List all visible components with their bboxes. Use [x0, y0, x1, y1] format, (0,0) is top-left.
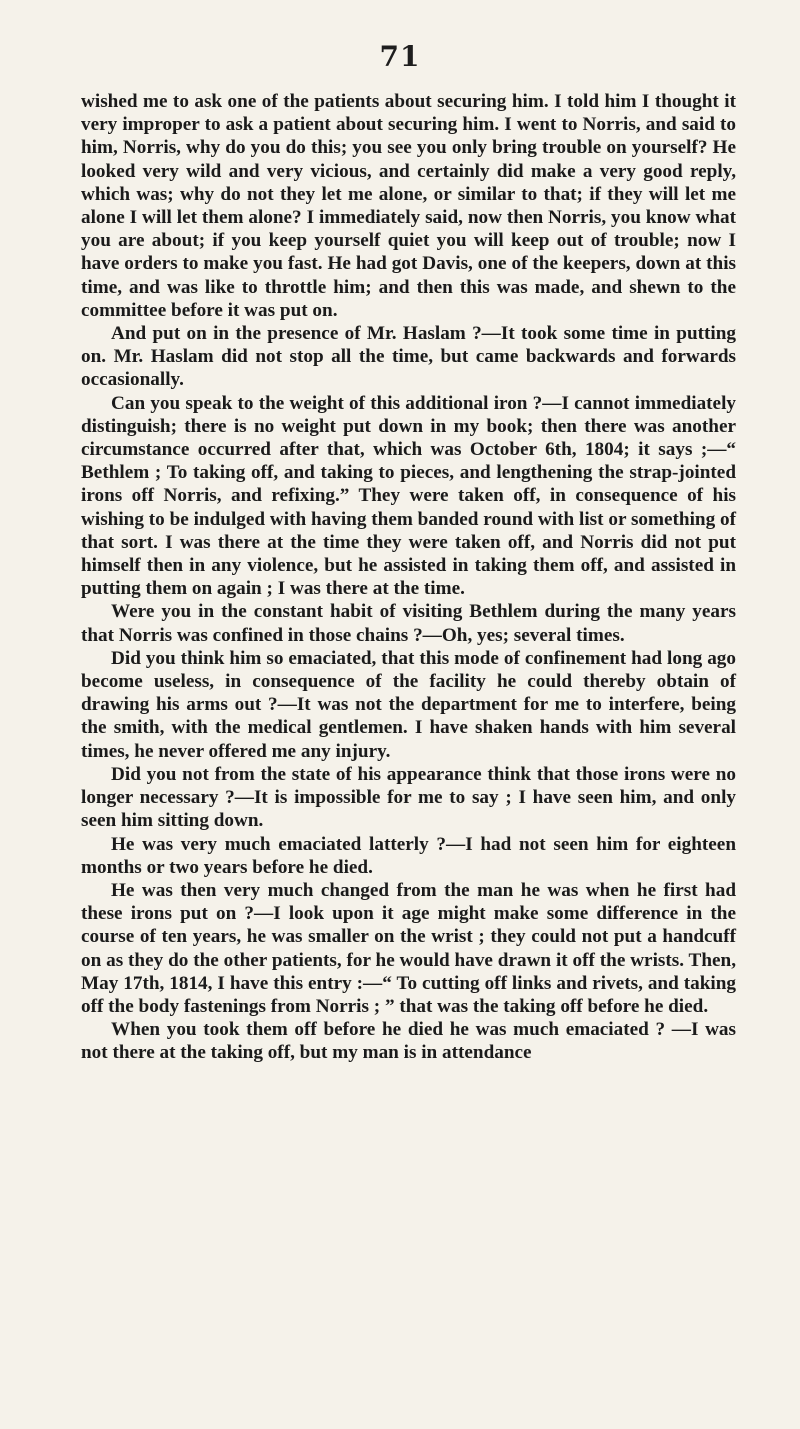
page-number: 71 — [379, 40, 421, 73]
paragraph: Were you in the constant habit of visiting Bethlem during the many years that Norris was confined in those chains ?—Oh, yes; several times. — [81, 601, 736, 646]
body-text — [81, 90, 736, 1065]
paragraph: He was then very much changed from the man he was when he first had these irons put on ?—I look upon it age might make some difference in the course of ten years, he was smaller on the wrist ; they could not put a handcuff on as they do the other patients, for he would have drawn it off the wrists. Then, May 17th, 1814, I have this entry :—“ To cutting off links and rivets, and taking off the body fastenings from Norris ; ” that was the taking off before he died. — [81, 879, 736, 1017]
paragraph: When you took them off before he died he was much emaciated ? —I was not there at the taking off, but my man is in attendance — [81, 1019, 736, 1064]
paragraph: Can you speak to the weight of this additional iron ?—I cannot immediately distinguish; there is no weight put down in my book; then there was another circumstance occurred after that, which was October 6th, 1804; it says ;—“ Bethlem ; To taking off, and taking to pieces, and lengthening the strap-jointed irons off Norris, and refixing.” They were taken off, in consequence of his wishing to be indulged with having them banded round with list or something of that sort. I was there at the time they were taken off, and Norris did not put himself then in any violence, but he assisted in taking them off, and assisted in putting them on again ; I was there at the time. — [81, 392, 736, 600]
paragraph: Did you think him so emaciated, that this mode of confinement had long ago become useless, in consequence of the facility he could thereby obtain of drawing his arms out ?—It was not the department for me to interfere, being the smith, with the medical gentlemen. I have shaken hands with him several times, he never offered me any injury. — [81, 647, 736, 762]
paragraph: wished me to ask one of the patients about securing him. I told him I thought it very improper to ask a patient about securing him. I went to Norris, and said to him, Norris, why do you do this; you see you only bring trouble on yourself? He looked very wild and very vicious, and certainly did make a very good reply, which was; why do not they let me alone, or similar to that; if they will let me alone I will let them alone? I immediately said, now then Norris, you know what you are about; if you keep yourself quiet you will keep out of trouble; now I have orders to make you fast. He had got Davis, one of the keepers, down at this time, and was like to throttle him; and then this was made, and shewn to the committee before it was put on. — [81, 91, 736, 321]
paragraph: Did you not from the state of his appearance think that those irons were no longer necessary ?—It is impossible for me to say ; I have seen him, and only seen him sitting down. — [81, 763, 736, 832]
paragraph: He was very much emaciated latterly ?—I had not seen him for eighteen months or two years before he died. — [81, 833, 736, 878]
paragraph: And put on in the presence of Mr. Haslam ?—It took some time in putting on. Mr. Haslam did not stop all the time, but came backwards and forwards occasionally. — [81, 323, 736, 391]
